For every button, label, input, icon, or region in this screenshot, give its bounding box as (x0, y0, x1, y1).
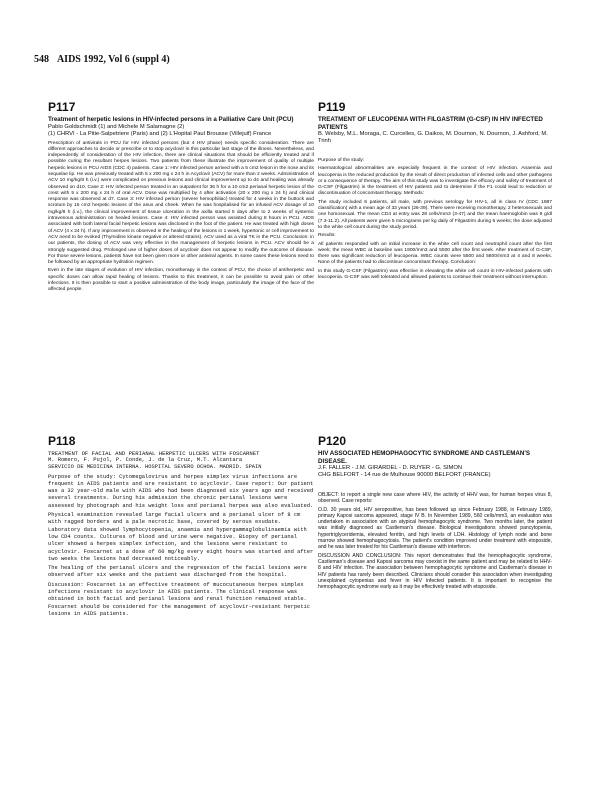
abstract-affiliation: (1) CHRVI - La Pitie-Salpetriere (Paris) and (2) L'Hopital Paul Brousse (Villejuif) France (48, 130, 272, 137)
abstract-p117 (48, 100, 314, 425)
abstract-paragraph: All patients responded with an initial increase in the white cell count and neutrophil count after the first week; the mean WBC at baseline was 1900/mm3 and 5500 after the first week. After treatment of G-CSF, there was significant reduction of leucopenia. WBC counts were 5500 and 5600/mm3 at 4 and 8 weeks. None of the patients had to discontinue concomitant therapy. Conclusion: (318, 241, 552, 266)
abstract-paragraph: Results: (318, 233, 336, 239)
abstract-title: TREATMENT OF LEUCOPENIA WITH FILGASTRIM (G-CSF) IN HIV INFECTED PATIENTS (318, 116, 543, 131)
spacer (318, 482, 552, 492)
abstract-paragraph: Even in the late stages of evolution of HIV infection, monotherapy in the context of PCU, the choice of antiherpetic and specific doses can allow rapid healing of lesions. Thanks to this treatment, it can be possible to avoid pain or other infections. It is then possible to start a positive administration of the body image, particularly the image of the face of the affected people. (48, 268, 314, 293)
abstract-paragraph: In this study G-CSF (Filgastrim) was effective in elevating the white cell count in HIV-infected patients with leucopenia. G-CSF was well tolerated and allowed patients to continue their treatment without interruption. (318, 268, 552, 281)
abstract-affiliation: CHG BELFORT - 14 rue de Mulhouse 90000 BELFORT (FRANCE) (318, 472, 491, 478)
page-number: 548 (34, 54, 49, 65)
abstract-number: P120 (318, 434, 347, 448)
abstract-p119 (318, 100, 552, 480)
abstract-authors: J.F. FALLER - J.M. GIRARDEL - D. RUYER - G. SIMON (318, 465, 463, 471)
abstract-authors: B. Welsby, M.L. Moraga, C. Curcelles, G. Daikos, M. Dournon, N. Dournon, J. Ashford, M. Trinh (318, 131, 548, 144)
abstract-paragraph: Purpose of the study: Cytomegalovirus and herpes simplex virus infections are frequent in AIDS patients and are resistant to acyclovir. Case report: Our patient was a 32 year-old male with AIDS who had been diagnosed six years ago and received several treatments. During his admission the chronic perianal lesions were assessed by photograph and his weight loss and perianal herpes was also evaluated. (48, 473, 314, 509)
abstract-title: Treatment of herpetic lesions in HIV-infected persons in a Palliative Care Unit (PCU) (48, 116, 294, 123)
running-head (34, 54, 170, 65)
abstract-p118 (48, 434, 314, 794)
abstract-title: HIV ASSOCIATED HEMOPHAGOCYTIC SYNDROME AND CASTLEMAN'S DISEASE. (318, 450, 530, 465)
abstract-paragraph: Haematological abnormalities are especially frequent in the context of HIV infection. Anaemia and leucopenia is the reduced production by the result of direct production of infected cells and other pathogens or a consequence of therapy. The aim of this study was to investigate the efficacy and safety of treatment of G-CSF (Filgastrim) in the treatment of HIV patients and to determine if the F1 could lead to reduction or discontinuation of concomitant therapy. Methods: (318, 166, 552, 197)
abstract-number: P117 (48, 100, 76, 114)
abstract-affiliation: SERVICIO DE MEDICINA INTERNA. HOSPITAL SEVERO OCHOA. MADRID. SPAIN (48, 463, 262, 470)
abstract-title: TREATMENT OF FACIAL AND PERIANAL HERPETIC ULCERS WITH FOSCARNET (48, 450, 260, 457)
abstract-authors: M. Romero, F. Pujol, P. Conde, J. de la Cruz, M.T. Alcantara (48, 457, 243, 463)
abstract-paragraph: The healing of the perianal ulcers and the regression of the facial lesions were observed after six weeks and the patient was discharged from the hospital. (48, 565, 307, 579)
abstract-number: P119 (318, 100, 346, 114)
abstract-paragraph: DISCUSSION AND CONCLUSION: This report demonstrates that the hemophagocytic syndrome, Castleman's disease and Kaposi sarcoma may coexist in the same patient and may be related to HHV-8 and HIV infection. The association between hemophagocytic syndrome and Castleman's disease in HIV patients has rarely been described. Clinicians should consider this association when investigating unexplained cytopenias and fever in HIV infected patients. It is important to recognise the hemophagocytic syndrome early as it may be effectively treated with etoposide. (318, 552, 552, 591)
abstract-paragraph: Purpose of the study: (318, 158, 365, 163)
spacer (318, 148, 552, 158)
abstract-authors: Pablo Goldschmidt (1) and Michele M Salamagne (2) (48, 123, 185, 130)
abstract-paragraph: O.D. 30 years old, HIV seropositive, has been followed up since February 1988, in February 1989, primary Kaposi sarcoma appeared, stage IV B. In November 1989, 560 cells/mm3, an evaluation was undertaken in association with an atypical hemophagocytic syndrome. Two months later, the patient was initially diagnosed as Castleman's disease. Biological investigations showed pancytopenia, hypertriglyceridemia, elevated ferritin, and high levels of LDH. Histology of lymph node and bone marrow showed hemophagocytosis. The patient's condition improved under treatment with etoposide, and he was later treated for his Castleman's disease with interferon. (318, 506, 552, 551)
abstract-paragraph: Discussion: Foscarnet is an effective treatment of mucocutaneous herpes simplex infections resistant to acyclovir in AIDS patients. The clinical response was obtained in both facial and perianal lesions and renal function remained stable. Foscarnet should be considered for the management of acyclovir-resistant herpetic lesions in AIDS patients. (48, 581, 311, 617)
abstract-paragraph: The study included 6 patients, all male, with previous serology for HIV-1, all in class IV (CDC 1987 classification) with a mean age of 33 years (26-39). There were receiving monotherapy, 2 heterosexuals and one homosexual. The mean CD4 at entry was 28 cells/mm3 (3-47) and the mean haemoglobin was 9 g/dl (7.3-11.2). All patients were given 5 micrograms per kg daily of Filgastrim during 5 weeks; the dose adjusted to the white cell count during the study period. (318, 199, 552, 230)
abstract-number: P118 (48, 434, 76, 448)
journal-citation: AIDS 1992, Vol 6 (suppl 4) (56, 54, 170, 65)
abstract-paragraph: OBJECT: to report a single new case where HIV, the activity of HHV was, for human herpes virus 8, observed. Case reports: (318, 492, 552, 505)
abstract-paragraph: Prescription of antivirals in PCU for HIV infected persons (but 4 HIV phase) needs specific consideration. There are different approaches to decide or prescribe or to stop acyclovir in this particular last stage of the illness. Nevertheless, and independently of consideration of the HIV infection, there are clinical situations that should be efficiently treated and if possible curing the resultant herpes lesions. Two patients from these illustrate the improvement of quality of multiple herpetic lesions in PCU AIDS (CDC 4) patients. Case 1: HIV infected person arrived with a 5 cm2 lesion in the nose and its sequelae lip. He was previously treated with 5 x 200 mg x 24 h in Acyclovir (ACV) for more than 2 weeks. Administration of ACV 10 mg/kg/8 h (i.v.) were complicated on previous lesions and clinical improvement up to d4 and healing was already observed on d10. Case 2: HIV infected person treated in an outpatient for 36 h for a 10 cm2 perianal herpetic lesion of the crest with 5 x 200 mg x 24 h of oral ACV. Dose was multiplied by 4 after activation (20 x 200 mg x 24 h) and clinical response was observed at d7. Case 3: HIV infected person (severe hemophiliac) treated for 4 weeks in the buttock and scrotum by 15 cm2 herpetic lesions of the anus and cheek. When he was hospitalised for an infused ACV dosage of 10 mg/kg/8 h (i.v.), the clinical improvement of tissue ulceration in the axilla started 5 days after to 2 weeks of systemic intravenous administration on healed lesions. Case 4: HIV infected person was assisted during 8 hours in PCU. AIDS associated with both lateral facial herpetic lesions was disclosed in the foot of the patient. He was treated with high doses of ACV (4 x 24 h). If any improvement is observed in the healing of the lesions in 1 week, hypertonic or cell improvement to ACV need to be evoked (Thymidine kinase negative or altered strains). ACV used as a viral TK in the PCU. Conclusion: in our patients, the dosing of ACV was very effective in the management of herpetic lesions in PCU. ACV should be a strongly suggested drug. Prolonged use of higher doses of acyclovir does not appear to modify the outcome of disease. For those severe lesions, patients have not been given more or other antiviral agents. In some cases these lesions need to be followed by an appropriate hydration regimen. (48, 140, 314, 266)
abstract-paragraph: Physical examination revealed large facial ulcers and a perianal ulcer of 8 cm with ragged borders and a pale necrotic base, covered by serous exudate. Laboratory data showed lymphocytopenia, anaemia and hypergammaglobulinaemia with low CD4 counts. Cultures of blood and urine were negative. Biopsy of perianal ulcer showed a herpes simplex infection, and the lesions were resistant to acyclovir. Foscarnet at a dose of 60 mg/kg every eight hours was started and after two weeks the lesions had decreased noticeably. (48, 512, 314, 562)
abstract-p120 (318, 434, 552, 794)
